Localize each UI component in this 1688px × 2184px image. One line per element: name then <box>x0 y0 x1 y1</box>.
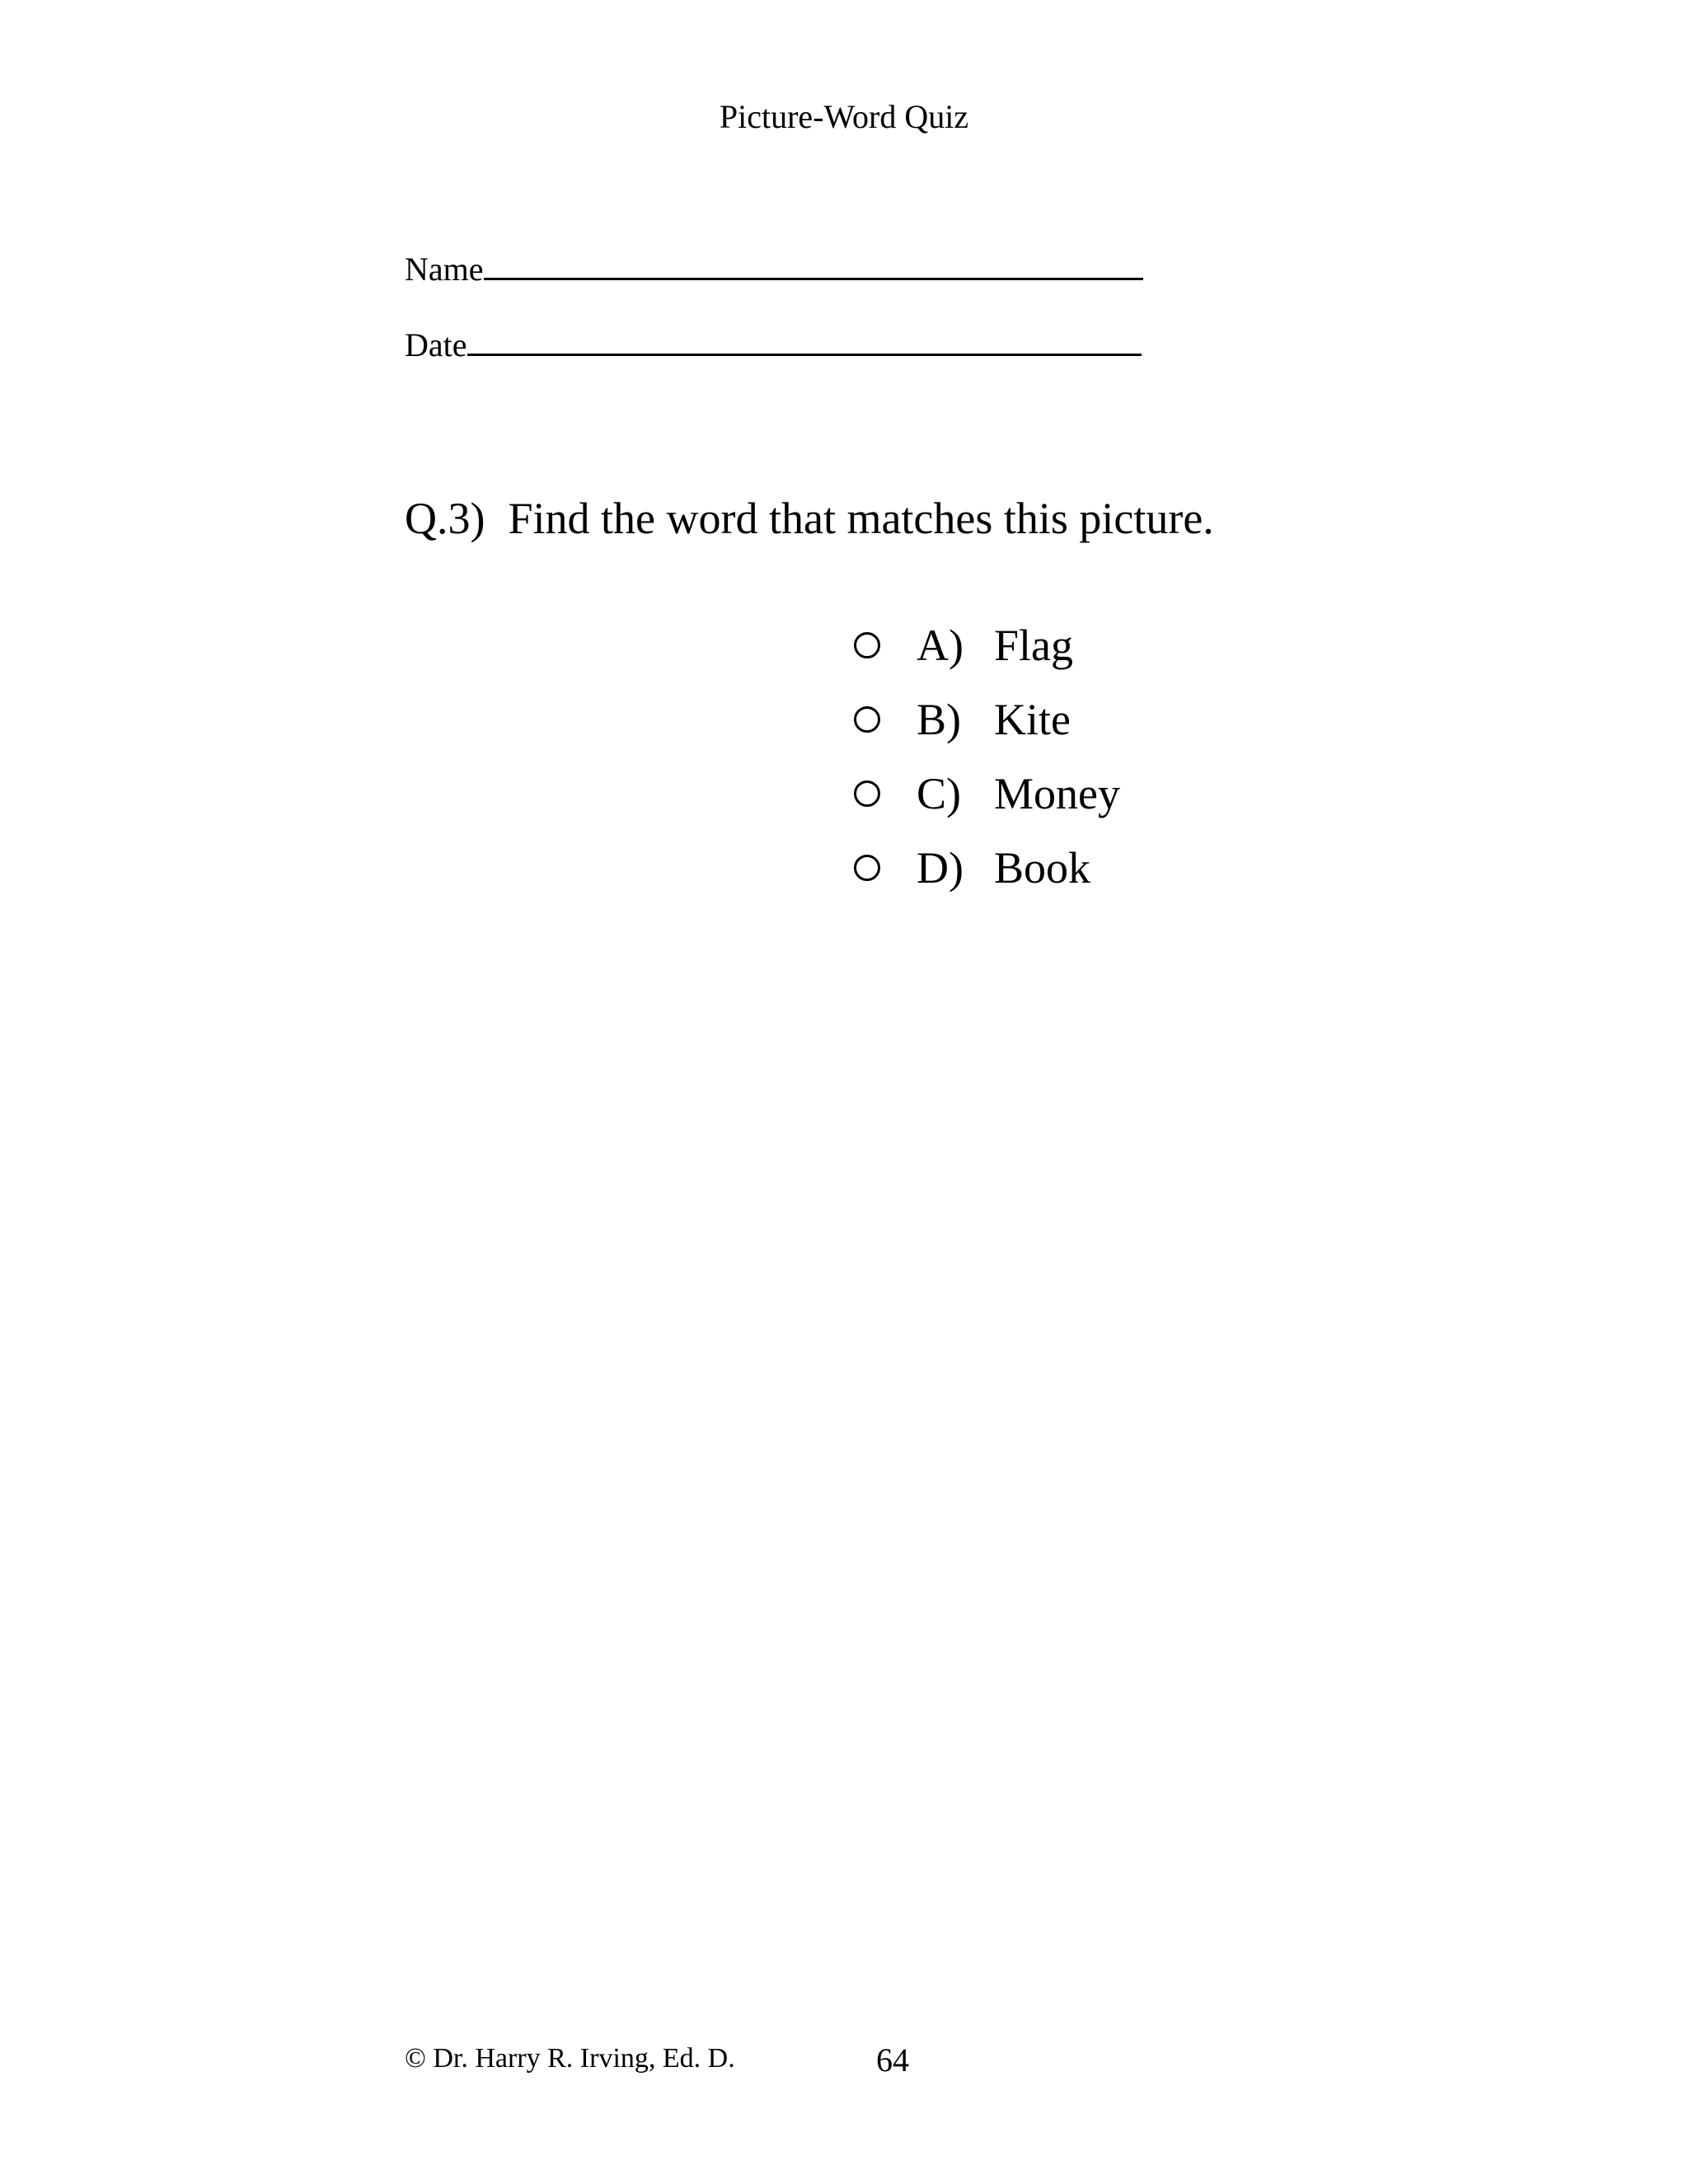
answer-options <box>854 608 1266 905</box>
option-letter: B) <box>917 695 961 744</box>
page-title: Picture-Word Quiz <box>719 98 969 135</box>
option-d[interactable] <box>854 831 1266 905</box>
option-word: Book <box>994 843 1091 893</box>
radio-circle-icon[interactable] <box>854 855 880 881</box>
option-letter: A) <box>917 621 964 670</box>
name-field-row <box>405 250 1143 289</box>
option-word: Money <box>994 769 1120 818</box>
option-word: Kite <box>994 695 1071 744</box>
page-number: 64 <box>876 2041 909 2079</box>
question-number: Q.3) <box>405 494 485 543</box>
option-letter: D) <box>917 843 964 893</box>
option-b[interactable] <box>854 682 1266 757</box>
radio-circle-icon[interactable] <box>854 780 880 807</box>
radio-circle-icon[interactable] <box>854 706 880 733</box>
option-c[interactable] <box>854 757 1266 831</box>
date-label: Date <box>405 326 467 363</box>
option-letter: C) <box>917 769 961 818</box>
option-a[interactable] <box>854 608 1266 682</box>
question-text: Find the word that matches this picture. <box>508 494 1214 543</box>
question-prompt <box>405 491 1214 546</box>
option-word: Flag <box>994 621 1074 670</box>
date-blank-line[interactable] <box>467 354 1142 356</box>
footer-copyright: © Dr. Harry R. Irving, Ed. D. <box>405 2043 735 2074</box>
radio-circle-icon[interactable] <box>854 632 880 658</box>
name-blank-line[interactable] <box>484 278 1143 280</box>
name-label: Name <box>405 251 484 288</box>
date-field-row <box>405 326 1142 365</box>
